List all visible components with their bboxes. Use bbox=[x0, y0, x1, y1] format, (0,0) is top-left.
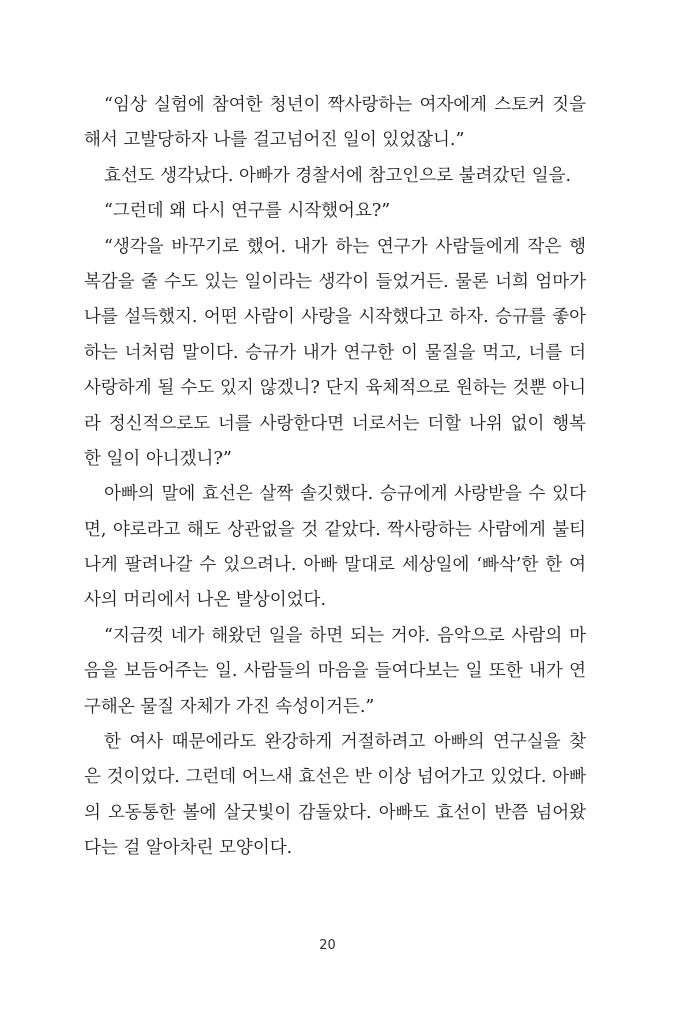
text-line: 한 여사 때문에라도 완강하게 거절하려고 아빠의 연구실을 찾 bbox=[104, 732, 586, 753]
text-line: 은 것이었다. 그런데 어느새 효선은 반 이상 넘어가고 있었다. 아빠 bbox=[84, 767, 586, 788]
text-line: 구해온 물질 자체가 가진 속성이거든.” bbox=[84, 696, 375, 717]
text-line: 나를 설득했지. 어떤 사람이 사랑을 시작했다고 하자. 승규를 좋아 bbox=[84, 307, 586, 328]
body-text bbox=[84, 88, 586, 867]
text-line: “지금껏 네가 해왔던 일을 하면 되는 거야. 음악으로 사람의 마 bbox=[104, 625, 586, 646]
text-line: 음을 보듬어주는 일. 사람들의 마음을 들여다보는 일 또한 내가 연 bbox=[84, 661, 586, 682]
text-line: 나게 팔려나갈 수 있으려나. 아빠 말대로 세상일에 ‘빠삭’한 한 여 bbox=[84, 555, 586, 576]
text-line: “생각을 바꾸기로 했어. 내가 하는 연구가 사람들에게 작은 행 bbox=[104, 236, 586, 257]
text-line: “그런데 왜 다시 연구를 시작했어요?” bbox=[104, 201, 391, 222]
text-line: 다는 걸 알아차린 모양이다. bbox=[84, 838, 293, 859]
text-line: 사랑하게 될 수도 있지 않겠니? 단지 육체적으로 원하는 것뿐 아니 bbox=[84, 378, 586, 399]
text-line: 복감을 줄 수도 있는 일이라는 생각이 들었거든. 물론 너희 엄마가 bbox=[84, 271, 586, 292]
text-line: 한 일이 아니겠니?” bbox=[84, 448, 232, 469]
text-line: 해서 고발당하자 나를 걸고넘어진 일이 있었잖니.” bbox=[84, 130, 465, 151]
text-line: 효선도 생각났다. 아빠가 경찰서에 참고인으로 불려갔던 일을. bbox=[104, 165, 572, 186]
text-line: 면, 야로라고 해도 상관없을 것 같았다. 짝사랑하는 사람에게 불티 bbox=[84, 519, 586, 540]
text-line: 라 정신적으로도 너를 사랑한다면 너로서는 더할 나위 없이 행복 bbox=[84, 413, 586, 434]
page-number: 20 bbox=[319, 938, 336, 953]
text-line: 아빠의 말에 효선은 살짝 솔깃했다. 승규에게 사랑받을 수 있다 bbox=[104, 484, 586, 505]
text-line: 의 오동통한 볼에 살굿빛이 감돌았다. 아빠도 효선이 반쯤 넘어왔 bbox=[84, 802, 586, 823]
text-line: 사의 머리에서 나온 발상이었다. bbox=[84, 590, 327, 611]
text-line: “임상 실험에 참여한 청년이 짝사랑하는 여자에게 스토커 짓을 bbox=[104, 95, 586, 115]
text-line: 하는 너처럼 말이다. 승규가 내가 연구한 이 물질을 먹고, 너를 더 bbox=[84, 342, 586, 363]
